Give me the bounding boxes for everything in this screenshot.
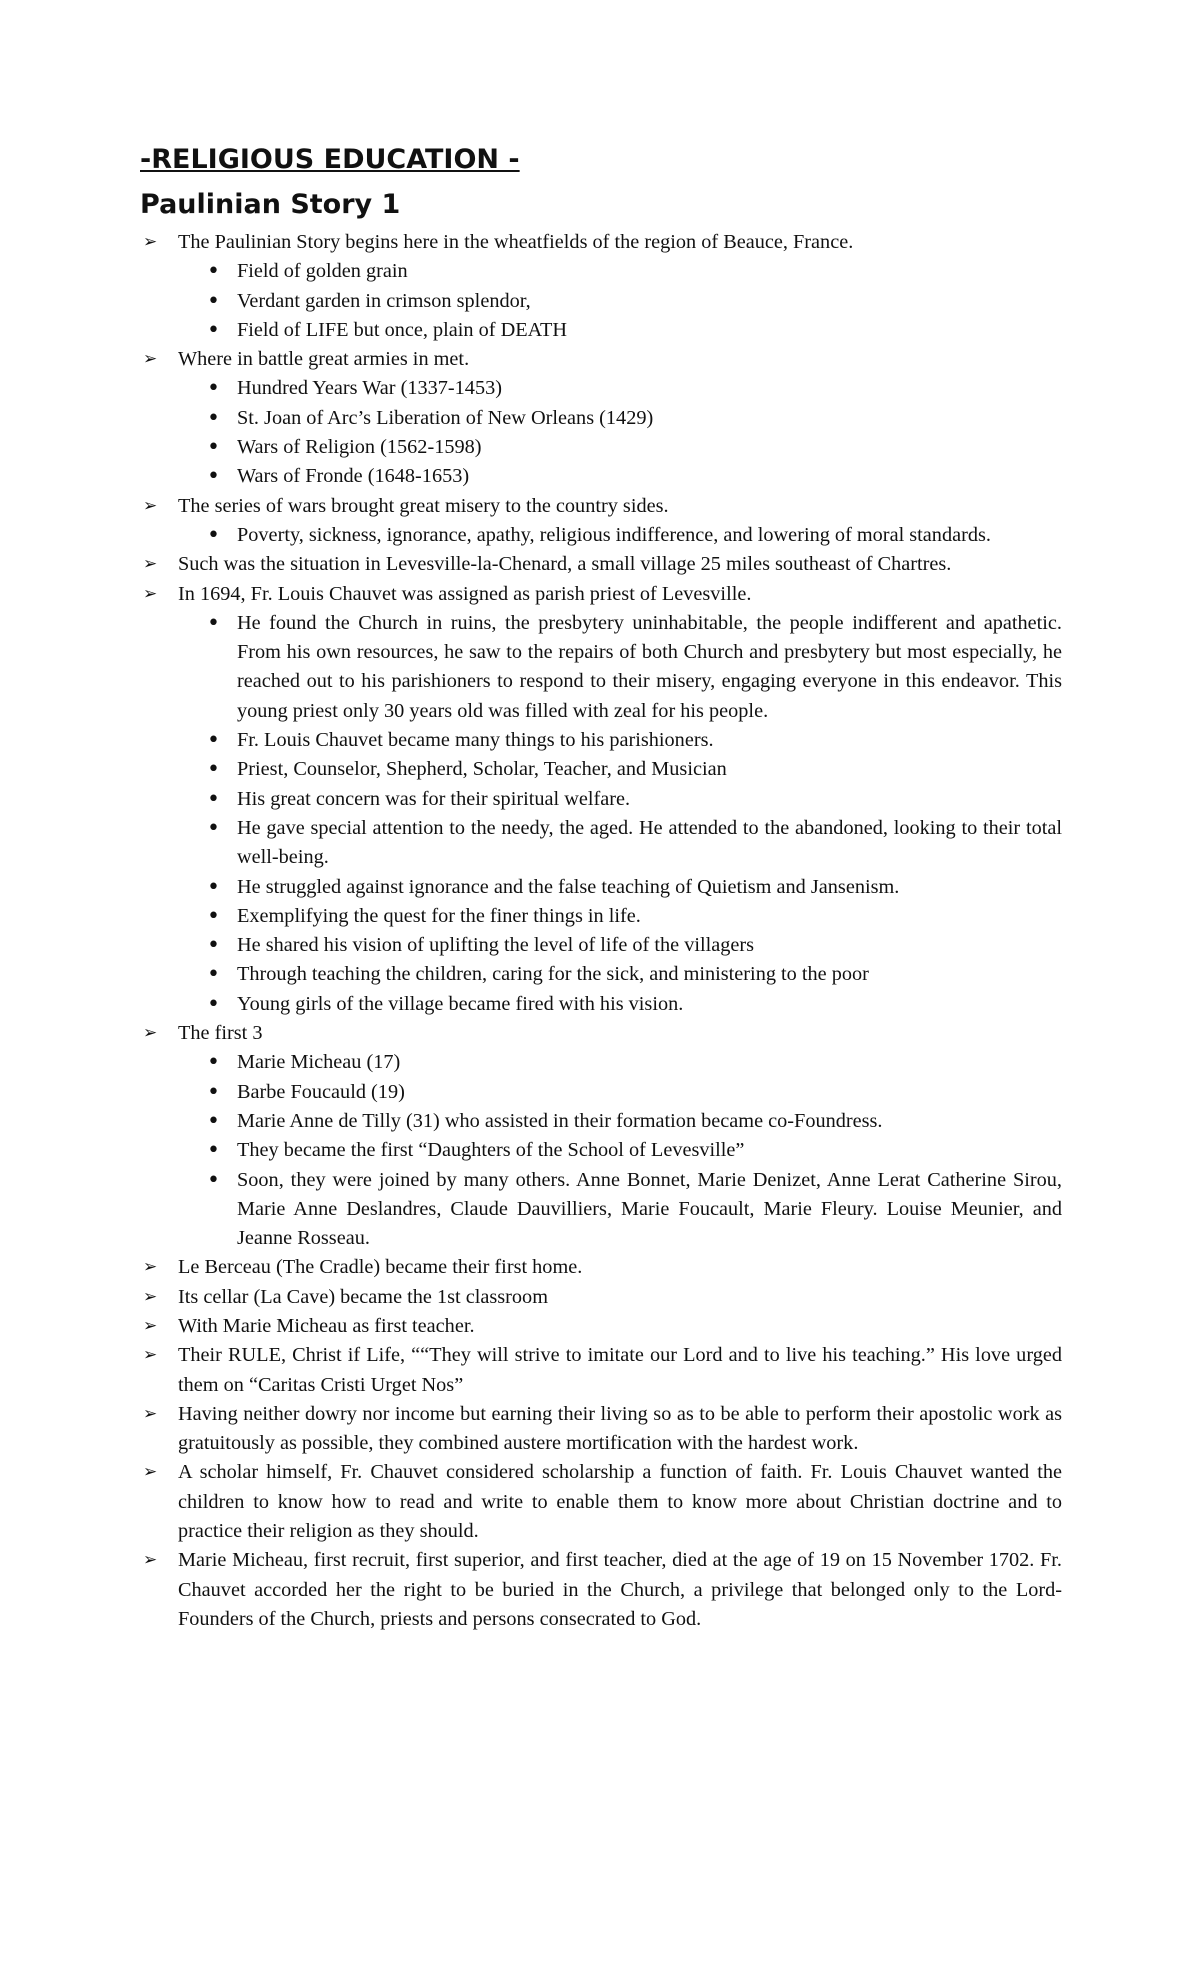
arrow-list-item (140, 1312, 1062, 1341)
dot-bullet-icon: • (207, 1138, 220, 1164)
dot-bullet-icon: • (207, 786, 220, 812)
list-item-text: Soon, they were joined by many others. Anne Bonnet, Marie Denizet, Anne Lerat Catherine Sirou, Marie Anne Deslandres, Claude Dauvilliers, Marie Foucault, Marie Fleury. Louise Meunier, and Jeanne Rosseau. (237, 1168, 1062, 1250)
document-title: -RELIGIOUS EDUCATION - (140, 144, 520, 175)
list-item-text: Le Berceau (The Cradle) became their first home. (178, 1256, 583, 1279)
arrow-list-item (140, 345, 1062, 374)
list-item-text: Through teaching the children, caring for the sick, and ministering to the poor (237, 963, 869, 986)
list-item-text: He found the Church in ruins, the presbytery uninhabitable, the people indifferent and apathetic. From his own resources, he saw to the repairs of both Church and presbytery but most especially, he reached out to his parishioners to respond to their misery, engaging everyone in this endeavor. This young priest only 30 years old was filled with zeal for his people. (237, 611, 1062, 722)
list-item-text: Poverty, sickness, ignorance, apathy, religious indifference, and lowering of moral standards. (237, 523, 991, 546)
bullet-list-item (140, 1166, 1062, 1254)
list-item-text: Its cellar (La Cave) became the 1st classroom (178, 1285, 548, 1308)
arrow-list-item (140, 1400, 1062, 1459)
bullet-list-item (140, 1048, 1062, 1077)
arrow-bullet-icon: ➢ (143, 1462, 158, 1483)
arrow-list-item (140, 228, 1062, 257)
list-item-text: Marie Micheau (17) (237, 1051, 401, 1074)
bullet-list-item (140, 814, 1062, 873)
dot-bullet-icon: • (207, 317, 220, 343)
dot-bullet-icon: • (207, 288, 220, 314)
arrow-bullet-icon: ➢ (143, 554, 158, 575)
arrow-bullet-icon: ➢ (143, 1403, 158, 1424)
arrow-bullet-icon: ➢ (143, 495, 158, 516)
arrow-bullet-icon: ➢ (143, 583, 158, 604)
bullet-list-item (140, 609, 1062, 726)
story-list (140, 228, 1062, 1634)
arrow-list-item (140, 1283, 1062, 1312)
arrow-list-item (140, 1253, 1062, 1282)
list-item-text: Priest, Counselor, Shepherd, Scholar, Teacher, and Musician (237, 758, 727, 781)
bullet-list-item (140, 287, 1062, 316)
bullet-list-item (140, 726, 1062, 755)
dot-bullet-icon: • (207, 728, 220, 754)
list-item-text: Marie Anne de Tilly (31) who assisted in their formation became co-Foundress. (237, 1109, 883, 1132)
dot-bullet-icon: • (207, 962, 220, 988)
arrow-bullet-icon: ➢ (143, 1315, 158, 1336)
dot-bullet-icon: • (207, 1167, 220, 1193)
list-item-text: The series of wars brought great misery to the country sides. (178, 494, 669, 517)
arrow-bullet-icon: ➢ (143, 1345, 158, 1366)
dot-bullet-icon: • (207, 405, 220, 431)
list-item-text: Such was the situation in Levesville-la-Chenard, a small village 25 miles southeast of Chartres. (178, 553, 952, 576)
list-item-text: They became the first “Daughters of the School of Levesville” (237, 1139, 745, 1162)
list-item-text: In 1694, Fr. Louis Chauvet was assigned as parish priest of Levesville. (178, 582, 752, 605)
list-item-text: Wars of Religion (1562-1598) (237, 436, 482, 459)
arrow-list-item (140, 550, 1062, 579)
arrow-bullet-icon: ➢ (143, 349, 158, 370)
dot-bullet-icon: • (207, 464, 220, 490)
arrow-bullet-icon: ➢ (143, 1286, 158, 1307)
list-item-text: Verdant garden in crimson splendor, (237, 289, 531, 312)
bullet-list-item (140, 374, 1062, 403)
bullet-list-item (140, 462, 1062, 491)
arrow-bullet-icon: ➢ (143, 1257, 158, 1278)
arrow-bullet-icon: ➢ (143, 1023, 158, 1044)
bullet-list-item (140, 873, 1062, 902)
dot-bullet-icon: • (207, 610, 220, 636)
list-item-text: Wars of Fronde (1648-1653) (237, 465, 470, 488)
dot-bullet-icon: • (207, 1079, 220, 1105)
arrow-list-item (140, 492, 1062, 521)
list-item-text: Barbe Foucauld (19) (237, 1080, 405, 1103)
list-item-text: Young girls of the village became fired with his vision. (237, 992, 684, 1015)
list-item-text: Field of LIFE but once, plain of DEATH (237, 318, 568, 341)
dot-bullet-icon: • (207, 757, 220, 783)
list-item-text: The first 3 (178, 1022, 263, 1045)
arrow-bullet-icon: ➢ (143, 1550, 158, 1571)
arrow-list-item (140, 580, 1062, 609)
list-item-text: A scholar himself, Fr. Chauvet considered scholarship a function of faith. Fr. Louis Chauvet wanted the children to know how to read and write to enable them to know more about Christian doctrine and to practice their religion as they should. (178, 1461, 1062, 1543)
dot-bullet-icon: • (207, 1108, 220, 1134)
list-item-text: With Marie Micheau as first teacher. (178, 1314, 475, 1337)
list-item-text: The Paulinian Story begins here in the wheatfields of the region of Beauce, France. (178, 231, 854, 253)
dot-bullet-icon: • (207, 376, 220, 402)
list-item-text: His great concern was for their spiritual welfare. (237, 787, 631, 810)
list-item-text: He gave special attention to the needy, the aged. He attended to the abandoned, looking to their total well-being. (237, 816, 1062, 869)
list-item-text: Exemplifying the quest for the finer things in life. (237, 904, 641, 927)
bullet-list-item (140, 960, 1062, 989)
list-item-text: Hundred Years War (1337-1453) (237, 377, 502, 400)
list-item-text: Marie Micheau, first recruit, first superior, and first teacher, died at the age of 19 on 15 November 1702. Fr. Chauvet accorded her the right to be buried in the Church, a privilege that belonged only to the Lord-Founders of the Church, priests and persons consecrated to God. (178, 1549, 1062, 1630)
bullet-list-item (140, 404, 1062, 433)
list-item-text: Fr. Louis Chauvet became many things to his parishioners. (237, 729, 714, 752)
arrow-list-item (140, 1341, 1062, 1400)
bullet-list-item (140, 1136, 1062, 1165)
arrow-bullet-icon: ➢ (143, 232, 158, 252)
arrow-list-item (140, 1546, 1062, 1634)
bullet-list-item (140, 785, 1062, 814)
bullet-list-item (140, 521, 1062, 550)
list-item-text: Field of golden grain (237, 260, 408, 283)
bullet-list-item (140, 931, 1062, 960)
list-item-text: Where in battle great armies in met. (178, 348, 470, 371)
bullet-list-item (140, 1078, 1062, 1107)
bullet-list-item (140, 316, 1062, 345)
document-subtitle: Paulinian Story 1 (140, 189, 401, 220)
list-item-text: He struggled against ignorance and the false teaching of Quietism and Jansenism. (237, 875, 900, 898)
arrow-list-item (140, 1019, 1062, 1048)
bullet-list-item (140, 990, 1062, 1019)
dot-bullet-icon: • (207, 259, 220, 285)
dot-bullet-icon: • (207, 903, 220, 929)
bullet-list-item (140, 257, 1062, 286)
bullet-list-item (140, 1107, 1062, 1136)
document-body (140, 142, 1062, 1634)
dot-bullet-icon: • (207, 1050, 220, 1076)
list-item-text: Having neither dowry nor income but earning their living so as to be able to perform their apostolic work as gratuitously as possible, they combined austere mortification with the hardest work. (178, 1402, 1062, 1455)
bullet-list-item (140, 902, 1062, 931)
dot-bullet-icon: • (207, 933, 220, 959)
list-item-text: St. Joan of Arc’s Liberation of New Orleans (1429) (237, 406, 654, 429)
bullet-list-item (140, 755, 1062, 784)
dot-bullet-icon: • (207, 991, 220, 1017)
dot-bullet-icon: • (207, 815, 220, 841)
list-item-text: Their RULE, Christ if Life, ““They will strive to imitate our Lord and to live his teaching.” His love urged them on “Caritas Cristi Urget Nos” (178, 1344, 1062, 1396)
bullet-list-item (140, 433, 1062, 462)
dot-bullet-icon: • (207, 435, 220, 461)
list-item-text: He shared his vision of uplifting the level of life of the villagers (237, 934, 755, 957)
dot-bullet-icon: • (207, 874, 220, 900)
arrow-list-item (140, 1458, 1062, 1546)
dot-bullet-icon: • (207, 522, 220, 548)
